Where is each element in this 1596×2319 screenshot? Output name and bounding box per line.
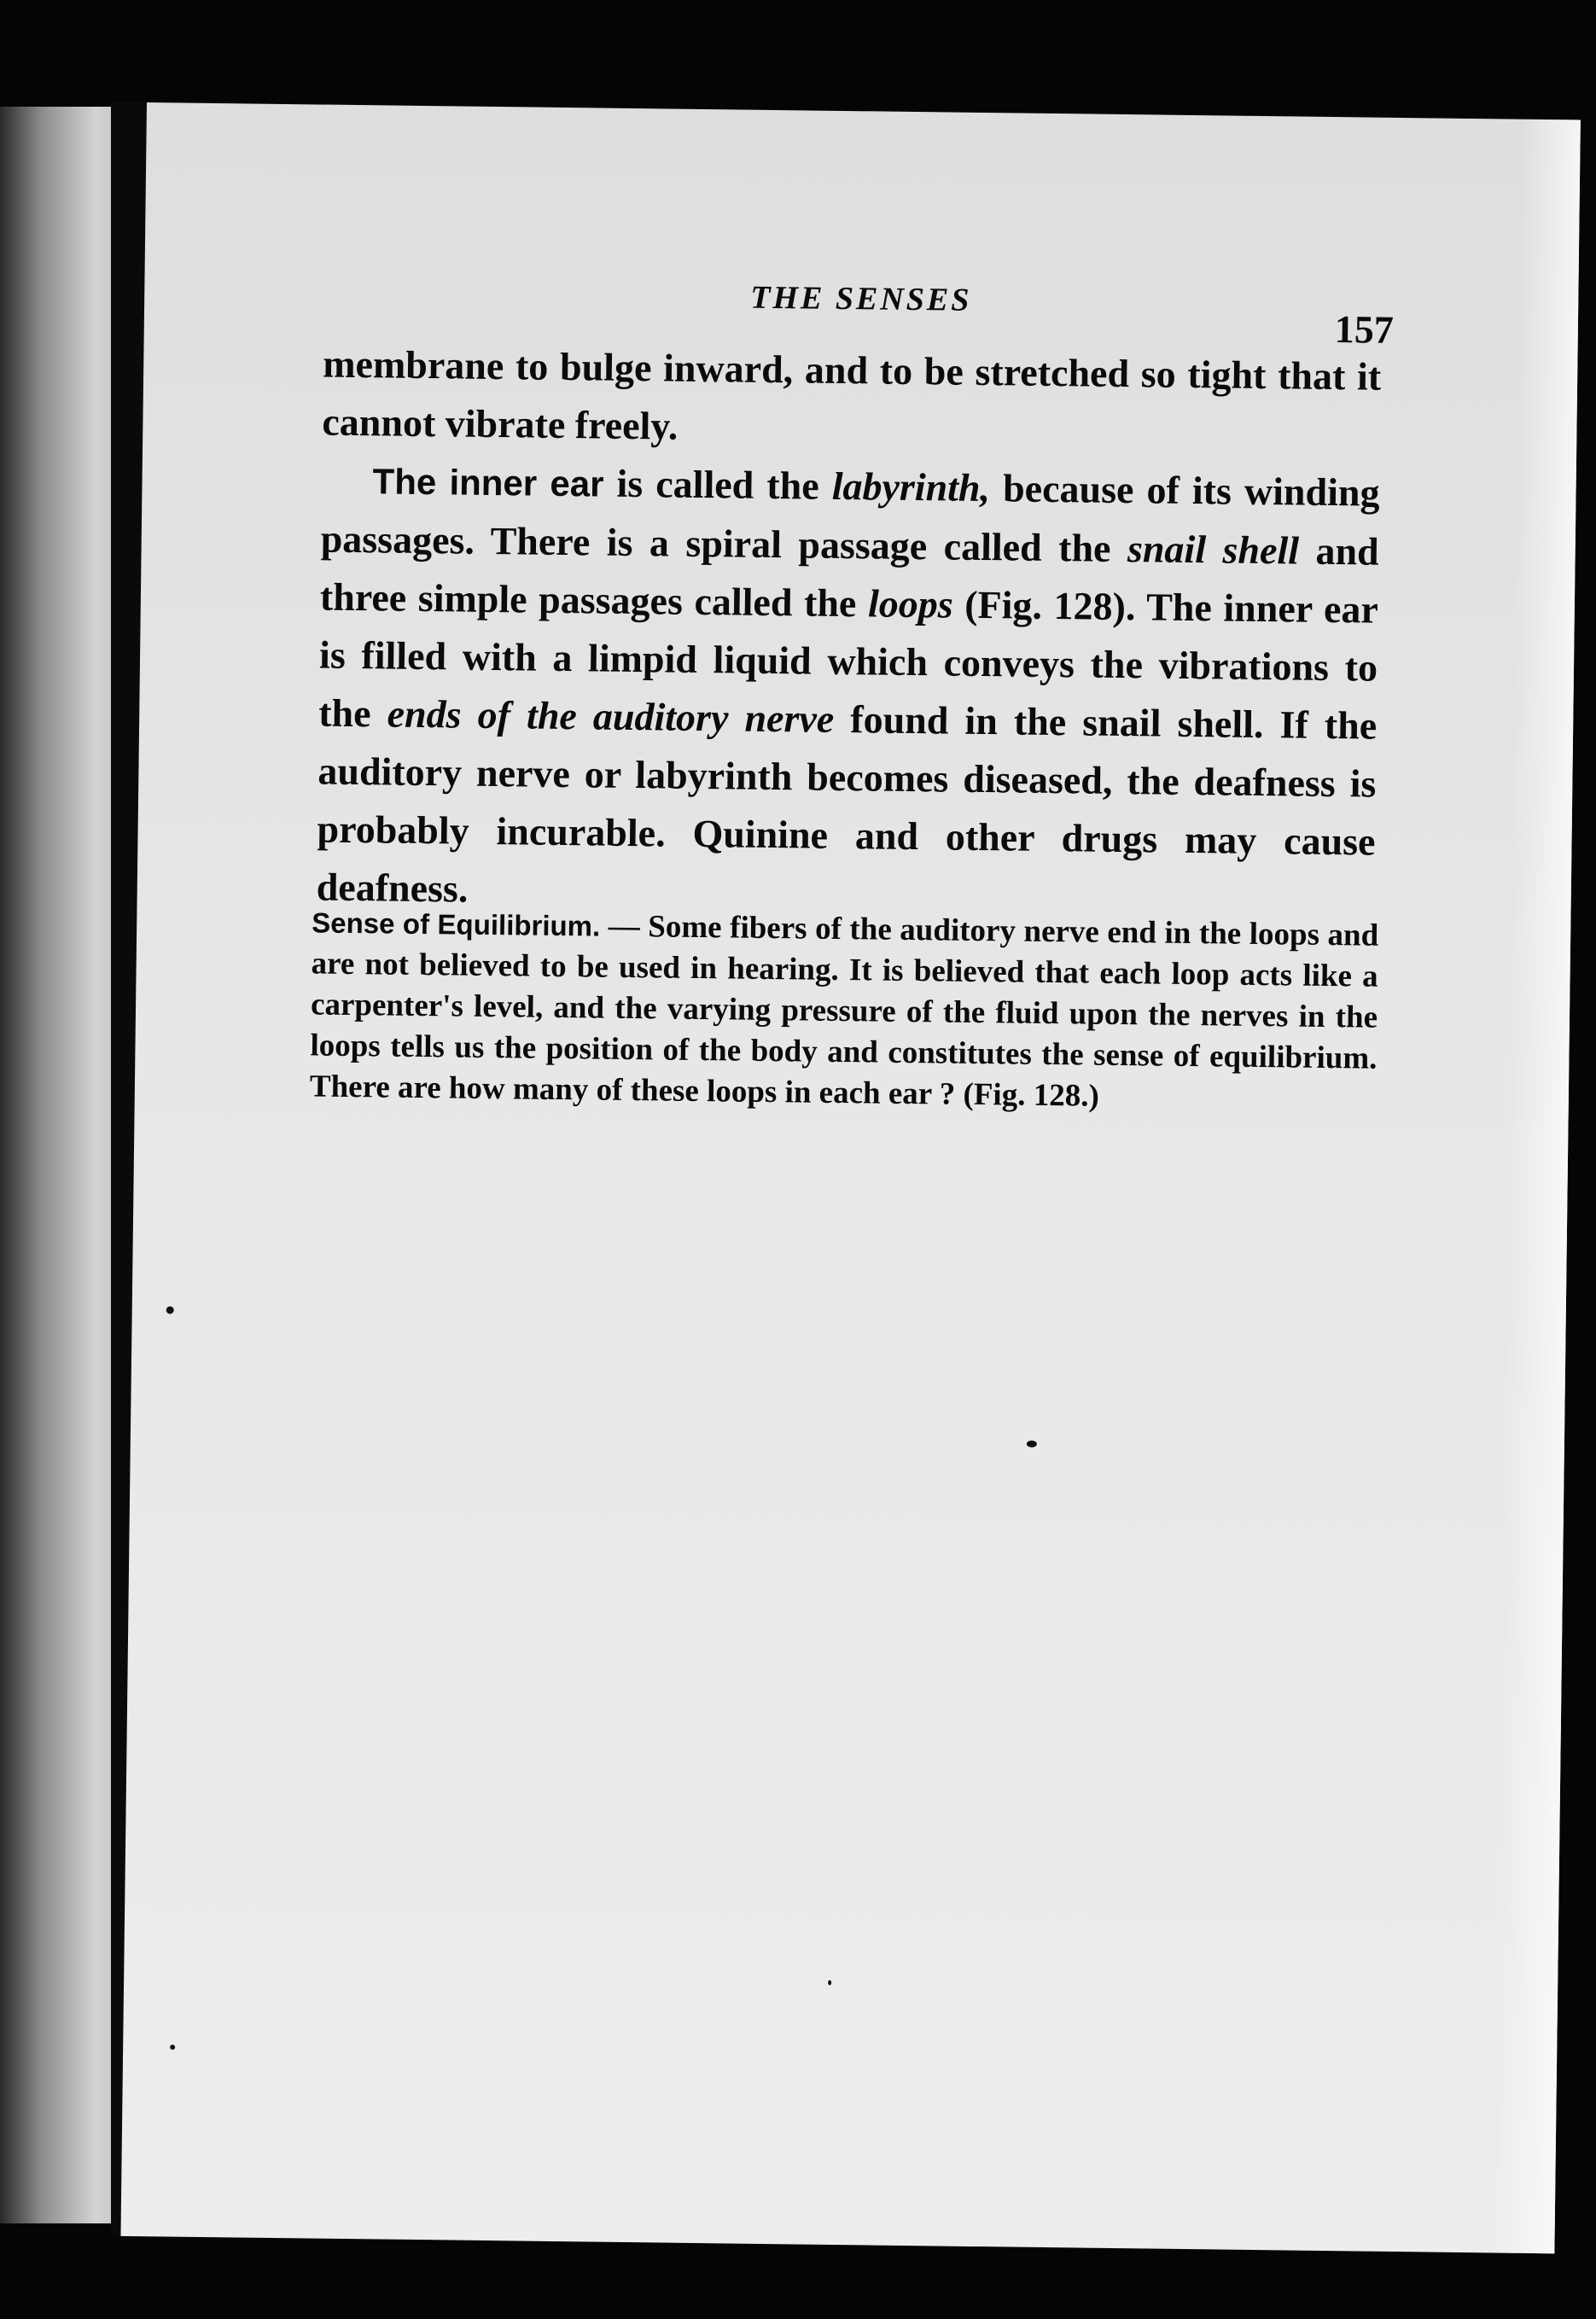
text-run: because of its winding passages. There is a spiral passage called the <box>320 466 1380 571</box>
text-run: is called the <box>603 461 833 508</box>
inner-ear-lead: The inner ear <box>372 461 604 504</box>
page-number: 157 <box>1334 307 1395 352</box>
note-equilibrium <box>310 902 1379 1120</box>
text-run: (Fig. 128). The inner ear is filled with a limpid liquid which conveys the vibrations to the <box>317 582 1379 736</box>
facing-page-edge <box>0 107 119 2223</box>
note-text: — Some fibers of the auditory nerve end in the loops and are not believed to be used in hearing. It is believed that each loop acts like a carpenter's level, and the varying pressure of the fluid upon the nerves in the loops tells us the position of the body and constitutes the sense of equilibrium. There are how many of these loops in each ear ? (Fig. 128.) <box>309 908 1379 1114</box>
running-head: THE SENSES <box>750 279 972 318</box>
book-page <box>120 102 1580 2253</box>
text-run: and three simple passages called the <box>319 528 1379 626</box>
term-snail-shell: snail shell <box>1127 527 1300 573</box>
ink-speck <box>170 2045 175 2050</box>
paragraph-continuation: membrane to bulge inward, and to be stretched so tight that it cannot vibrate freely. <box>322 341 1382 448</box>
main-text <box>316 335 1381 929</box>
ink-speck <box>1027 1441 1037 1448</box>
page-edge-highlight <box>1494 119 1581 2254</box>
note-heading: Sense of Equilibrium. <box>312 906 601 942</box>
term-labyrinth: labyrinth, <box>831 463 991 510</box>
term-auditory-nerve-ends: ends of the auditory nerve <box>387 691 835 741</box>
paragraph-inner-ear <box>316 452 1380 929</box>
ink-speck <box>828 1980 831 1985</box>
text-run: found in the snail shell. If the auditory nerve or labyrinth becomes diseased, the deafness is probably incurable. Quinine and other drugs may cause deafness. <box>316 696 1378 911</box>
ink-speck <box>166 1306 174 1314</box>
term-loops: loops <box>867 581 954 626</box>
